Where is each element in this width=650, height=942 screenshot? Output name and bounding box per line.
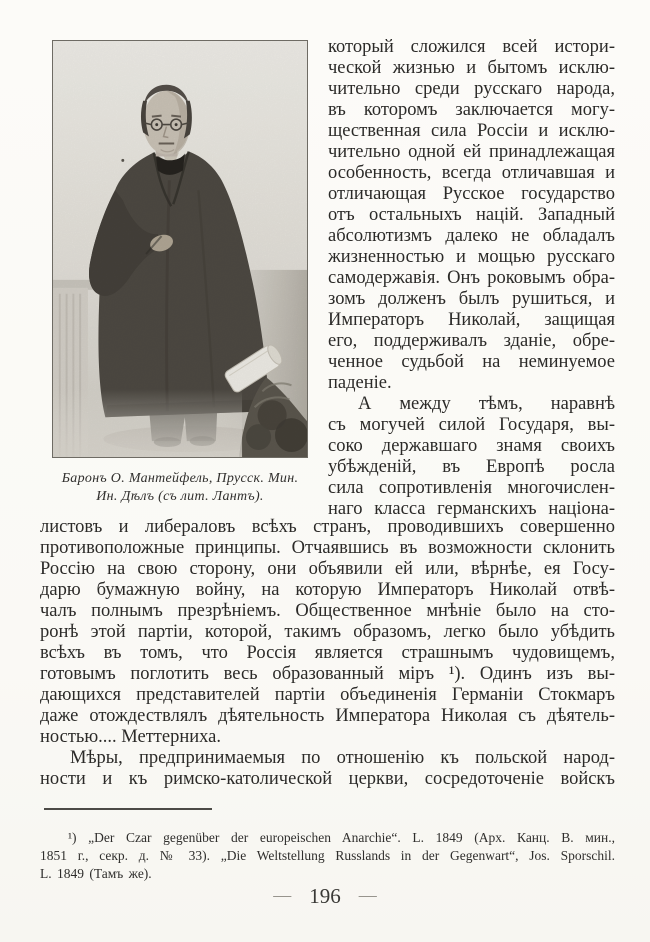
text-line: ческой жизнью и бытомъ исклю- <box>328 58 615 78</box>
text-line: дарю бумажную войну, на которую Императоръ Николай отвѣ- <box>40 580 615 600</box>
portrait-illustration <box>53 41 307 457</box>
text-line: который сложился всей истори- <box>328 37 615 57</box>
text-line: чительно среди русскаго народа, <box>328 79 615 99</box>
text-line: зомъ долженъ былъ рушиться, и <box>328 289 615 309</box>
text-line: чительно одной ей принадлежащая <box>328 142 615 162</box>
text-line: ронѣ этой партіи, которой, такимъ образомъ, легко было убѣдить <box>40 622 615 642</box>
main-text-block <box>40 517 615 790</box>
text-line: отличающая Русское государство <box>328 184 615 204</box>
text-line: Мѣры, предпринимаемыя по отношенію къ польской народ- <box>70 748 615 768</box>
caption-line-2: Ин. Дѣлъ (съ лит. Лантъ). <box>96 489 264 504</box>
text-line: ченное судьбой на неминуемое <box>328 352 615 372</box>
text-line: Россію на свою сторону, они объявили ей или, вѣрнѣе, ея Госу- <box>40 559 615 579</box>
right-text-column <box>328 37 615 520</box>
text-line: L. 1849 (Тамъ же). <box>40 866 152 881</box>
text-line: даже отождествлялъ дѣятельность Императора Николая съ дѣятель- <box>40 706 615 726</box>
text-line: абсолютизмъ далеко не обладалъ <box>328 226 615 246</box>
text-line: листовъ и либераловъ всѣхъ странъ, проводившихъ совершенно <box>40 517 615 537</box>
text-line: наго класса германскихъ націона- <box>328 499 615 519</box>
footnote <box>40 829 615 883</box>
column-paragraph-2 <box>328 394 615 520</box>
text-line: сила сопротивленія многочислен- <box>328 478 615 498</box>
portrait-image <box>52 40 308 458</box>
text-line: щественная сила Россіи и исклю- <box>328 121 615 141</box>
portrait-caption <box>40 470 320 506</box>
main-paragraph-2 <box>40 748 615 790</box>
text-line: паденіе. <box>328 373 392 393</box>
text-line: самодержавія. Онъ роковымъ обра- <box>328 268 615 288</box>
text-line: убѣжденій, въ Европѣ росла <box>328 457 615 477</box>
text-line: съ могучей силой Государя, вы- <box>328 415 615 435</box>
text-line: въ которомъ заключается могу- <box>328 100 615 120</box>
page-footer <box>0 884 650 909</box>
column-paragraph-1 <box>328 37 615 394</box>
text-line: противоположные принципы. Отчаявшись въ возможности склонить <box>40 538 615 558</box>
page-number: 196 <box>309 884 341 908</box>
page-number-dash-left: — <box>273 885 292 905</box>
text-line: ¹) „Der Czar gegenüber der europeischen Anarchie“. L. 1849 (Арх. Канц. В. мин., <box>68 830 615 845</box>
text-line: чалъ полнымъ презрѣніемъ. Общественное мнѣніе было на сто- <box>40 601 615 621</box>
text-line: дающихся представителей партіи объединенія Германіи Стокмаръ <box>40 685 615 705</box>
caption-line-1: Баронъ О. Мантейфель, Прусск. Мин. <box>61 471 299 486</box>
text-line: готовымъ поглотить весь образованный міръ ¹). Одинъ изъ вы- <box>40 664 615 684</box>
text-line: А между тѣмъ, наравнѣ <box>358 394 615 414</box>
text-line: Императоръ Николай, защищая <box>328 310 615 330</box>
main-paragraph-1 <box>40 517 615 748</box>
text-line: ности и къ римско-католической церкви, сосредоточеніе войскъ <box>40 769 615 789</box>
text-line: соко державшаго знамя своихъ <box>328 436 615 456</box>
page-number-dash-right: — <box>358 885 377 905</box>
text-line: 1851 г., секр. д. № 33). „Die Weltstellung Russlands in der Gegenwart“, Jos. Sporschil. <box>40 848 615 863</box>
text-line: отъ остальныхъ націй. Западный <box>328 205 615 225</box>
text-line: его, поддерживалъ зданіе, обре- <box>328 331 615 351</box>
text-line: всѣхъ въ томъ, что Россія является страшнымъ чудовищемъ, <box>40 643 615 663</box>
text-line: особенность, всегда отличавшая и <box>328 163 615 183</box>
footnote-divider <box>44 808 212 810</box>
text-line: жизненностью и мощью русскаго <box>328 247 615 267</box>
text-line: ностью.... Меттерниха. <box>40 727 221 747</box>
